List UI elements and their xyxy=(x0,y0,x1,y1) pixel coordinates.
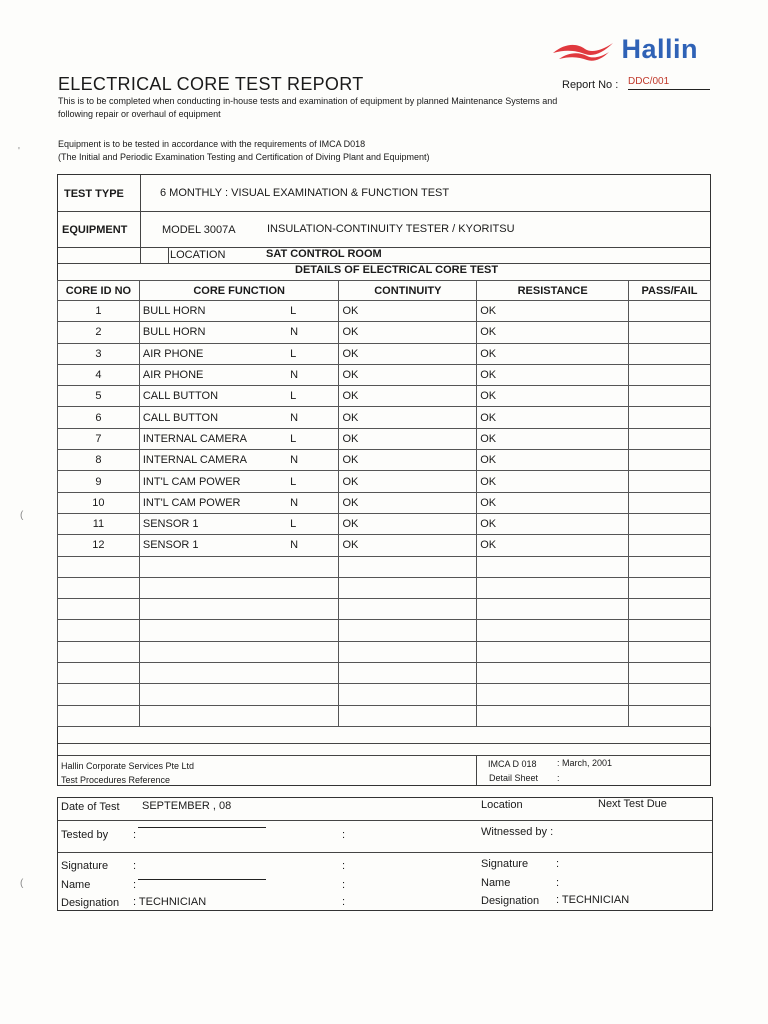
empty-cell[interactable] xyxy=(287,577,339,598)
core-function-cell: SENSOR 1 xyxy=(139,535,287,556)
equipment-description: INSULATION-CONTINUITY TESTER / KYORITSU xyxy=(267,223,515,235)
test-type-label: TEST TYPE xyxy=(64,188,124,200)
pass-fail-cell[interactable] xyxy=(629,492,711,513)
continuity-cell: OK xyxy=(339,386,477,407)
table-row xyxy=(58,513,711,534)
core-function-cell: BULL HORN xyxy=(139,322,287,343)
empty-cell[interactable] xyxy=(629,599,711,620)
page-title: ELECTRICAL CORE TEST REPORT xyxy=(58,74,364,94)
empty-cell[interactable] xyxy=(477,577,629,598)
intro-line-1: This is to be completed when conducting in-house tests and examination of equipment by planned Maintenance Systems and xyxy=(58,96,558,106)
empty-cell[interactable] xyxy=(477,599,629,620)
tested-by-value[interactable]: : xyxy=(133,829,137,841)
table-row xyxy=(58,428,711,449)
margin-mark: ( xyxy=(20,878,24,889)
company-logo xyxy=(551,34,698,65)
right-signature-value[interactable]: : xyxy=(556,858,560,870)
core-id-cell: 7 xyxy=(58,428,140,449)
tested-by-line xyxy=(138,827,266,828)
continuity-cell: OK xyxy=(339,513,477,534)
resistance-cell: OK xyxy=(477,535,629,556)
core-line-cell: N xyxy=(287,364,339,385)
resistance-cell: OK xyxy=(477,386,629,407)
resistance-cell: OK xyxy=(477,471,629,492)
col-core-id: CORE ID NO xyxy=(58,281,140,301)
requirement-line-1: Equipment is to be tested in accordance with the requirements of IMCA D018 xyxy=(58,139,366,149)
empty-table-row xyxy=(58,641,711,662)
core-line-cell: N xyxy=(287,535,339,556)
core-id-cell: 11 xyxy=(58,513,140,534)
col-resistance: RESISTANCE xyxy=(477,281,629,301)
empty-cell[interactable] xyxy=(477,641,629,662)
table-row xyxy=(58,535,711,556)
report-no-label: Report No : xyxy=(562,79,619,91)
empty-cell[interactable] xyxy=(339,577,477,598)
empty-cell[interactable] xyxy=(58,705,140,726)
empty-cell[interactable] xyxy=(58,577,140,598)
pass-fail-cell[interactable] xyxy=(629,471,711,492)
tested-by-colon: : xyxy=(342,829,346,841)
empty-cell[interactable] xyxy=(139,556,287,577)
empty-cell[interactable] xyxy=(58,641,140,662)
empty-cell[interactable] xyxy=(287,641,339,662)
empty-cell[interactable] xyxy=(287,684,339,705)
procedures-reference: Test Procedures Reference xyxy=(61,775,171,785)
resistance-cell: OK xyxy=(477,513,629,534)
core-id-cell: 6 xyxy=(58,407,140,428)
empty-cell[interactable] xyxy=(339,705,477,726)
empty-cell[interactable] xyxy=(339,684,477,705)
core-line-cell: L xyxy=(287,301,339,322)
right-designation-value[interactable]: : TECHNICIAN xyxy=(556,894,630,906)
logo-text: Hallin xyxy=(621,34,698,64)
empty-cell[interactable] xyxy=(139,577,287,598)
empty-cell[interactable] xyxy=(339,663,477,684)
location-value: SAT CONTROL ROOM xyxy=(266,248,382,260)
empty-cell[interactable] xyxy=(339,599,477,620)
core-line-cell: N xyxy=(287,492,339,513)
empty-cell[interactable] xyxy=(58,684,140,705)
col-core-function: CORE FUNCTION xyxy=(139,281,339,301)
empty-cell[interactable] xyxy=(287,705,339,726)
pass-fail-cell[interactable] xyxy=(629,535,711,556)
continuity-cell: OK xyxy=(339,407,477,428)
resistance-cell: OK xyxy=(477,450,629,471)
empty-table-row xyxy=(58,684,711,705)
core-line-cell: N xyxy=(287,450,339,471)
resistance-cell: OK xyxy=(477,492,629,513)
table-row xyxy=(58,386,711,407)
pass-fail-cell[interactable] xyxy=(629,343,711,364)
resistance-cell: OK xyxy=(477,407,629,428)
empty-table-row xyxy=(58,599,711,620)
empty-table-row xyxy=(58,620,711,641)
margin-mark: ( xyxy=(20,510,24,521)
empty-cell[interactable] xyxy=(339,556,477,577)
hallin-wave-icon xyxy=(551,37,615,63)
core-function-cell: CALL BUTTON xyxy=(139,386,287,407)
requirement-line-2: (The Initial and Periodic Examination Testing and Certification of Diving Plant and Equipment) xyxy=(58,152,430,162)
core-function-cell: CALL BUTTON xyxy=(139,407,287,428)
table-row xyxy=(58,450,711,471)
right-designation-label: Designation xyxy=(481,895,540,907)
name-label: Name xyxy=(61,879,91,891)
continuity-cell: OK xyxy=(339,471,477,492)
empty-cell[interactable] xyxy=(629,705,711,726)
empty-cell[interactable] xyxy=(339,620,477,641)
detail-sheet-label: Detail Sheet xyxy=(489,773,539,783)
core-function-cell: BULL HORN xyxy=(139,301,287,322)
empty-cell[interactable] xyxy=(287,620,339,641)
pass-fail-cell[interactable] xyxy=(629,513,711,534)
empty-table-row xyxy=(58,705,711,726)
core-id-cell: 10 xyxy=(58,492,140,513)
imca-label: IMCA D 018 xyxy=(488,759,537,769)
col-continuity: CONTINUITY xyxy=(339,281,477,301)
empty-cell[interactable] xyxy=(477,684,629,705)
continuity-cell: OK xyxy=(339,343,477,364)
core-function-cell: AIR PHONE xyxy=(139,364,287,385)
witnessed-by-label: Witnessed by : xyxy=(481,826,554,838)
equipment-model: MODEL 3007A xyxy=(162,224,236,236)
intro-line-2: following repair or overhaul of equipment xyxy=(58,109,221,119)
table-row xyxy=(58,364,711,385)
designation-label: Designation xyxy=(61,897,120,909)
empty-table-row xyxy=(58,663,711,684)
empty-cell[interactable] xyxy=(629,663,711,684)
core-test-table xyxy=(57,280,711,727)
table-row xyxy=(58,492,711,513)
core-function-cell: INT'L CAM POWER xyxy=(139,492,287,513)
continuity-cell: OK xyxy=(339,428,477,449)
empty-cell[interactable] xyxy=(287,599,339,620)
empty-cell[interactable] xyxy=(629,556,711,577)
equipment-label: EQUIPMENT xyxy=(62,224,128,236)
right-signature-label: Signature xyxy=(481,858,529,870)
signature-label: Signature xyxy=(61,860,109,872)
empty-cell[interactable] xyxy=(139,620,287,641)
empty-cell[interactable] xyxy=(287,556,339,577)
core-line-cell: L xyxy=(287,343,339,364)
next-test-label: Next Test Due xyxy=(598,798,667,810)
core-line-cell: L xyxy=(287,471,339,492)
core-id-cell: 1 xyxy=(58,301,140,322)
right-name-label: Name xyxy=(481,877,511,889)
company-name: Hallin Corporate Services Pte Ltd xyxy=(61,761,195,771)
location-field-label: Location xyxy=(481,799,523,811)
empty-table-row xyxy=(58,556,711,577)
location-label: LOCATION xyxy=(170,249,226,261)
right-name-value[interactable]: : xyxy=(556,877,560,889)
designation-colon: : xyxy=(342,896,346,908)
test-type-value: 6 MONTHLY : VISUAL EXAMINATION & FUNCTION TEST xyxy=(160,187,450,199)
margin-mark: ' xyxy=(18,146,20,157)
resistance-cell: OK xyxy=(477,428,629,449)
empty-cell[interactable] xyxy=(139,663,287,684)
empty-cell[interactable] xyxy=(629,620,711,641)
core-id-cell: 2 xyxy=(58,322,140,343)
empty-cell[interactable] xyxy=(139,705,287,726)
table-row xyxy=(58,322,711,343)
empty-cell[interactable] xyxy=(139,684,287,705)
continuity-cell: OK xyxy=(339,301,477,322)
table-row xyxy=(58,343,711,364)
name-value[interactable]: : xyxy=(133,879,137,891)
core-id-cell: 12 xyxy=(58,535,140,556)
resistance-cell: OK xyxy=(477,343,629,364)
continuity-cell: OK xyxy=(339,535,477,556)
report-no-value[interactable]: DDC/001 xyxy=(628,76,710,90)
pass-fail-cell[interactable] xyxy=(629,428,711,449)
pass-fail-cell[interactable] xyxy=(629,407,711,428)
table-row xyxy=(58,407,711,428)
core-function-cell: AIR PHONE xyxy=(139,343,287,364)
resistance-cell: OK xyxy=(477,301,629,322)
empty-cell[interactable] xyxy=(629,641,711,662)
requirement-text xyxy=(58,138,658,164)
core-line-cell: N xyxy=(287,322,339,343)
empty-cell[interactable] xyxy=(287,663,339,684)
empty-cell[interactable] xyxy=(629,684,711,705)
pass-fail-cell[interactable] xyxy=(629,364,711,385)
continuity-cell: OK xyxy=(339,450,477,471)
core-id-cell: 8 xyxy=(58,450,140,471)
core-function-cell: INTERNAL CAMERA xyxy=(139,450,287,471)
imca-value: : March, 2001 xyxy=(557,758,613,768)
continuity-cell: OK xyxy=(339,364,477,385)
empty-cell[interactable] xyxy=(477,556,629,577)
details-heading: DETAILS OF ELECTRICAL CORE TEST xyxy=(295,264,499,276)
empty-cell[interactable] xyxy=(477,663,629,684)
core-id-cell: 5 xyxy=(58,386,140,407)
pass-fail-cell[interactable] xyxy=(629,322,711,343)
core-function-cell: INTERNAL CAMERA xyxy=(139,428,287,449)
designation-value[interactable]: : TECHNICIAN xyxy=(133,896,207,908)
col-pass-fail: PASS/FAIL xyxy=(629,281,711,301)
name-line xyxy=(138,879,266,880)
pass-fail-cell[interactable] xyxy=(629,301,711,322)
date-label: Date of Test xyxy=(61,801,120,813)
tested-by-label: Tested by xyxy=(61,829,109,841)
core-line-cell: L xyxy=(287,513,339,534)
empty-cell[interactable] xyxy=(58,663,140,684)
empty-cell[interactable] xyxy=(477,620,629,641)
core-id-cell: 3 xyxy=(58,343,140,364)
core-line-cell: L xyxy=(287,386,339,407)
pass-fail-cell[interactable] xyxy=(629,450,711,471)
core-line-cell: N xyxy=(287,407,339,428)
core-function-cell: SENSOR 1 xyxy=(139,513,287,534)
resistance-cell: OK xyxy=(477,322,629,343)
table-header-row xyxy=(58,281,711,301)
empty-cell[interactable] xyxy=(58,620,140,641)
core-line-cell: L xyxy=(287,428,339,449)
signature-value[interactable]: : xyxy=(133,860,137,872)
continuity-cell: OK xyxy=(339,492,477,513)
empty-cell[interactable] xyxy=(139,641,287,662)
intro-text xyxy=(58,95,638,121)
empty-cell[interactable] xyxy=(139,599,287,620)
core-id-cell: 9 xyxy=(58,471,140,492)
table-row xyxy=(58,301,711,322)
signature-colon: : xyxy=(342,860,346,872)
empty-cell[interactable] xyxy=(477,705,629,726)
resistance-cell: OK xyxy=(477,364,629,385)
empty-table-row xyxy=(58,577,711,598)
continuity-cell: OK xyxy=(339,322,477,343)
date-value[interactable]: SEPTEMBER , 08 xyxy=(142,800,232,812)
empty-cell[interactable] xyxy=(339,641,477,662)
detail-sheet-value: : xyxy=(557,773,560,783)
table-row xyxy=(58,471,711,492)
core-id-cell: 4 xyxy=(58,364,140,385)
empty-cell[interactable] xyxy=(58,556,140,577)
pass-fail-cell[interactable] xyxy=(629,386,711,407)
empty-cell[interactable] xyxy=(58,599,140,620)
name-colon: : xyxy=(342,879,346,891)
empty-cell[interactable] xyxy=(629,577,711,598)
core-function-cell: INT'L CAM POWER xyxy=(139,471,287,492)
